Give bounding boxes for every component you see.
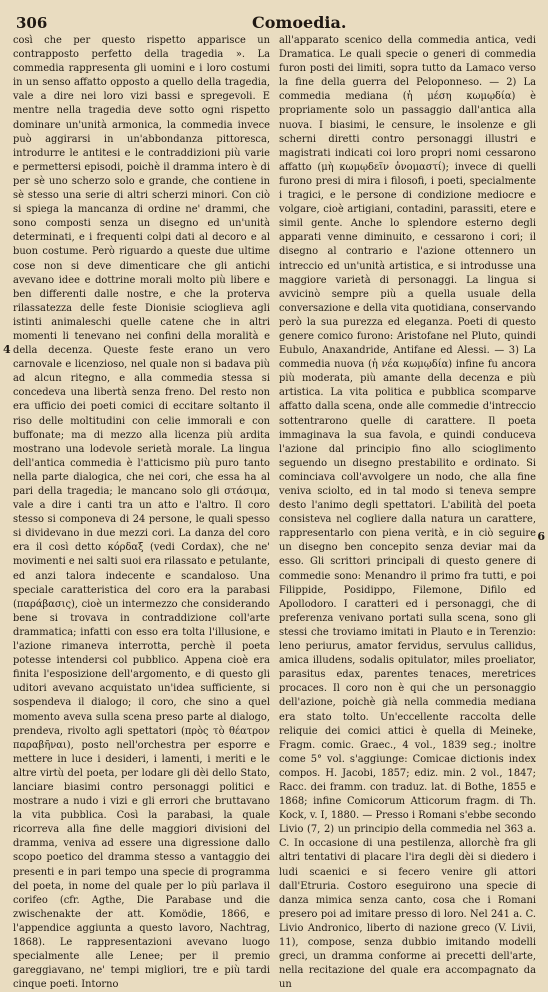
page-header: [0, 0, 548, 30]
text-columns: [13, 34, 536, 991]
page-number: 306: [16, 14, 48, 32]
left-margin-number: 4: [3, 343, 11, 356]
right-margin-number: 6: [537, 530, 545, 543]
left-column: [13, 34, 270, 991]
right-column: [279, 34, 536, 991]
right-column-text: all'apparato scenico della commedia antica, vedi Dramatica. Le quali specie o generi di commedia furon posti dei limiti, sopra tutto da Lamaco verso la fine della guerra del Peloponneso. — 2) La commedia mediana (ἡ μέση κωμῳδία) è propriamente solo un passaggio dall'antica alla nuova. I biasimi, le censure, le insolenze e gli scherni diretti contro personaggi illustri e magistrati indicati coi loro propri nomi cessarono affatto (μὴ κωμῳδεῖν ὀνομαστί); invece di quelli furono presi di mira i filosofi, i poeti, specialmente i tragici, e le persone di condizione mediocre e volgare, cioè artigiani, contadini, parassiti, etere e simil gente. Anche lo splendore esterno degli apparati venne diminuito, e cessarono i cori; il disegno al contrario e l'azione ottennero un intreccio ed un'unità artistica, e si introdusse una maggiore varietà di personaggi. La lingua si avvicinò sempre più a quella usuale della conversazione e della vita quotidiana, conservando però la sua purezza ed eleganza. Poeti di questo genere comico furono: Aristofane nel Pluto, quindi Eubulo, Anaxandride, Antifane ed Alessi. — 3) La commedia nuova (ἡ νέα κωμῳδία) infine fu ancora più moderata, più amante della decenza e più artistica. La vita politica e pubblica scomparve affatto dalla scena, onde alle commedie d'intreccio sottentrarono quelle di carattere. Il poeta immaginava la sua favola, e quindi conduceva l'azione dal principio fino allo scioglimento seguendo un disegno prestabilito e ordinato. Si cominciava coll'avvolgere un nodo, che alla fine veniva sciolto, ed in tal modo si teneva sempre desto l'animo degli spettatori. L'abilità del poeta consisteva nel cogliere dalla natura un carattere, rappresentarlo con piena verità, e in ciò seguire un disegno ben concepito senza deviar mai da esso. Gli scrittori principali di questo genere di commedie sono: Menandro il primo fra tutti, e poi Filippide, Posidippo, Filemone, Difilo ed Apollodoro. I caratteri ed i personaggi, che di preferenza venivano portati sulla scena, sono gli stessi che troviamo imitati in Plauto e in Terenzio: leno periurus, amator fervidus, servulus callidus, amica illudens, sodalis opitulator, miles proeliator, parasitus edax, parentes tenaces, meretrices procaces. Il coro non è qui che un personaggio dell'azione, poichè già nella commedia mediana era stato tolto. Un'eccellente raccolta delle reliquie dei comici attici è quella di Meineke, Fragm. comic. Graec., 4 vol., 1839 seg.; inoltre come 5° vol. s'aggiunge: Comicae dictionis index compos. H. Jacobi, 1857; ediz. min. 2 vol., 1847; Racc. dei framm. con traduz. lat. di Bothe, 1855 e 1868; infine Comicorum Atticorum fragm. di Th. Kock, v. I, 1880. — Presso i Romani s'ebbe secondo Livio (7, 2) un principio della commedia nel 363 a. C. In occasione di una pestilenza, allorchè fra gli altri tentativi di placare l'ira degli dèi si diedero i ludi scaenici e si fecero venire gli attori dall'Etruria. Costoro eseguirono una specie di danza mimica senza canto, cosa che i Romani presero poi ad imitare presso di loro. Nel 241 a. C. Livio Andronico, liberto di nazione greco (V. Livii, 11), compose, senza dubbio imitando modelli greci, un dramma conforme ai precetti dell'arte, nella recitazione del quale era accompagnato da un: [279, 35, 536, 991]
running-title: Comoedia.: [252, 13, 347, 32]
left-column-text: così che per questo rispetto apparisce un contrapposto perfetto della tragedia ». La commedia rappresenta gli uomini e i loro costumi in un senso affatto opposto a quello della tragedia, vale a dire nei loro vizi bassi e spregevoli. E mentre nella tragedia deve sotto ogni rispetto dominare un'unità armonica, la commedia invece può aggirarsi in un'abbondanza pittoresca, introdurre le antitesi e le contraddizioni più varie e permettersi episodi, poichè il dramma intero è di per sè uno scherzo solo e grande, che contiene in sè stesso una serie di altri scherzi minori. Con ciò si spiega la mancanza di ordine ne' drammi, che sono composti senza un disegno ed un'unità determinati, e i frequenti colpi dati al decoro e al buon costume. Però riguardo a queste due ultime cose non si deve dimenticare che gli antichi avevano idee e dottrine morali molto più libere e ben differenti dalle nostre, e che la proterva rilassatezza delle feste Dionisie scioglieva agli istinti animaleschi quelle catene che in altri momenti li tenevano nei confini della moralità e della decenza. Queste feste erano un vero carnovale e licenzioso, nel quale non si badava più ad alcun ritegno, e alla commedia stessa si concedeva una libertà senza freno. Del resto non era ufficio dei poeti comici di eccitare soltanto il riso delle moltitudini con celie immorali e con buffonate; ma di mezzo alla licenza più ardita mostrano una lodevole serietà morale. La lingua dell'antica commedia è l'atticismo più puro tanto nella parte dialogica, che nei cori, che essa ha al pari della tragedia; le mancano solo gli στάσιμα, vale a dire i canti tra un atto e l'altro. Il coro stesso si componeva di 24 persone, le quali spesso si dividevano in due mezzi cori. La danza del coro era il così detto κόρδαξ (vedi Cordax), che ne' movimenti e nei salti suoi era rilassato e petulante, ed anzi talora indecente e scandaloso. Una speciale caratteristica del coro era la parabasi (παράβασις), cioè un intermezzo che considerando bene si trovava in contraddizione coll'arte drammatica; infatti con esso era tolta l'illusione, e l'azione rimaneva interrotta, perchè il poeta potesse intendersi col pubblico. Appena cioè era finita l'esposizione dell'argomento, e di questo gli uditori avevano acquistato un'idea sufficiente, si sospendeva il dialogo; il coro, che sino a quel momento aveva sulla scena preso parte al dialogo, prendeva, rivolto agli spettatori (πρὸς τὸ θέατρον παραβῆναι), posto nell'orchestra per esporre e mettere in luce i desideri, i lamenti, i meriti e le altre virtù del poeta, per lodare gli dèi dello Stato, lanciare biasimi contro personaggi politici e mostrare a nudo i vizi e gli errori che bruttavano la vita pubblica. Così la parabasi, la quale ricorreva alla fine delle maggiori divisioni del dramma, veniva ad essere una digressione dallo scopo poetico del dramma stesso a vantaggio dei presenti e in pari tempo una specie di programma del poeta, in nome del quale per lo più parlava il corifeo (cfr. Agthe, Die Parabase und die zwischenakte der att. Komödie, 1866, e l'appendice aggiunta a questo lavoro, Nachtrag, 1868). Le rappresentazioni avevano luogo specialmente alle Lenee; per il premio gareggiavano, ne' tempi migliori, tre e più tardi cinque poeti. Intorno: [13, 35, 270, 991]
